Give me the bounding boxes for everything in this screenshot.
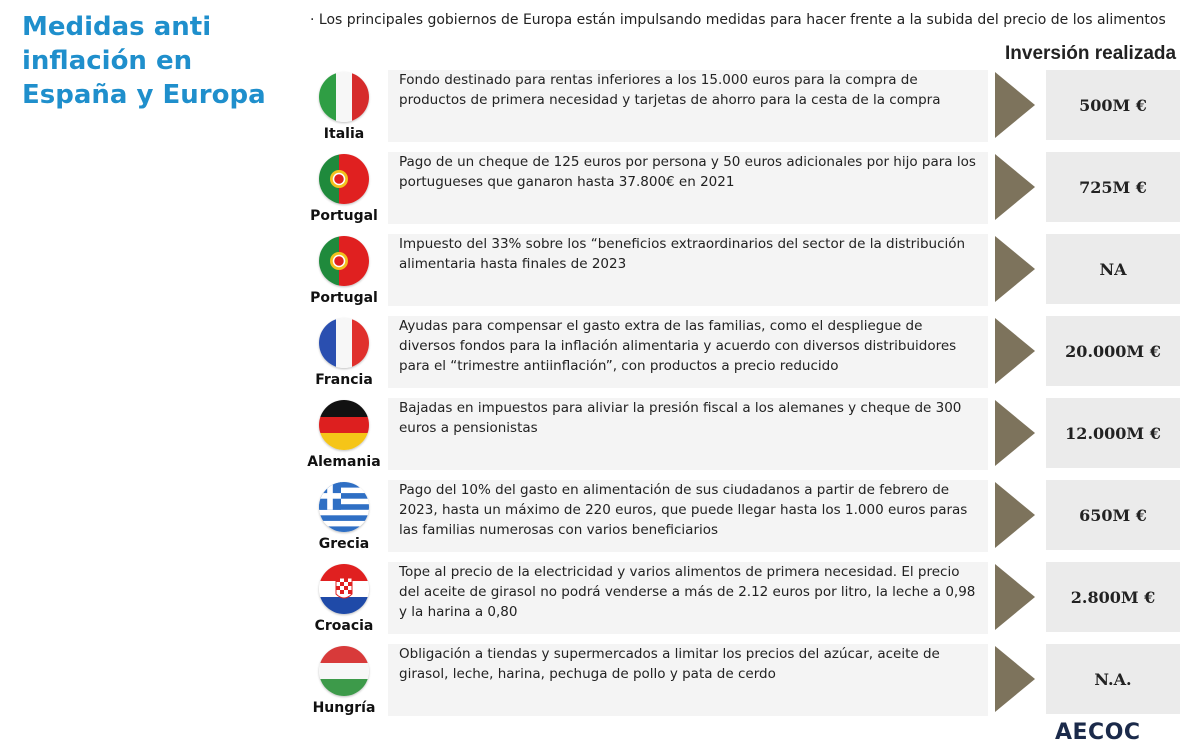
investment-value: NA (1046, 234, 1180, 304)
table-row (300, 70, 1190, 146)
table-row (300, 152, 1190, 228)
investment-value: N.A. (1046, 644, 1180, 714)
italy-flag-icon (319, 72, 369, 122)
arrow-right-icon (995, 72, 1035, 138)
country-cell (300, 398, 388, 474)
measure-description: Tope al precio de la electricidad y varios alimentos de primera necesidad. El precio del aceite de girasol no podrá venderse a más de 2.12 euros por litro, la leche a 0,98 y la harina a 0,80 (388, 562, 988, 634)
country-name: Croacia (314, 618, 374, 634)
arrow-right-icon (995, 236, 1035, 302)
country-name: Francia (315, 372, 373, 388)
measure-description: Ayudas para compensar el gasto extra de las familias, como el despliegue de diversos fondos para la inflación alimentaria y acuerdo con diversos distribuidores para el “trimestre antiinflación”, con productos a precio reducido (388, 316, 988, 388)
arrow-right-icon (995, 400, 1035, 466)
investment-value: 20.000M € (1046, 316, 1180, 386)
country-cell (300, 234, 388, 310)
investment-value: 725M € (1046, 152, 1180, 222)
measure-description: Pago de un cheque de 125 euros por persona y 50 euros adicionales por hijo para los portugueses que ganaron hasta 37.800€ en 2021 (388, 152, 988, 224)
country-name: Grecia (318, 536, 370, 552)
table-row (300, 480, 1190, 556)
table-row (300, 398, 1190, 474)
table-row (300, 234, 1190, 310)
measure-description: Fondo destinado para rentas inferiores a los 15.000 euros para la compra de productos de primera necesidad y tarjetas de ahorro para la cesta de la compra (388, 70, 988, 142)
country-cell (300, 316, 388, 392)
investment-value: 500M € (1046, 70, 1180, 140)
measure-description: Pago del 10% del gasto en alimentación de sus ciudadanos a partir de febrero de 2023, hasta un máximo de 220 euros, que puede llegar hasta los 1.000 euros paras las familias numerosas con varios beneficiarios (388, 480, 988, 552)
country-name: Italia (323, 126, 365, 142)
country-cell (300, 644, 388, 720)
investment-value: 2.800M € (1046, 562, 1180, 632)
portugal-flag-icon (319, 236, 369, 286)
country-cell (300, 70, 388, 146)
page-title: Medidas anti inflación en España y Europa (22, 12, 266, 110)
greece-flag-icon (319, 482, 369, 532)
arrow-right-icon (995, 318, 1035, 384)
germany-flag-icon (319, 400, 369, 450)
arrow-right-icon (995, 482, 1035, 548)
france-flag-icon (319, 318, 369, 368)
measure-description: Bajadas en impuestos para aliviar la presión fiscal a los alemanes y cheque de 300 euros a pensionistas (388, 398, 988, 470)
hungary-flag-icon (319, 646, 369, 696)
measure-description: Obligación a tiendas y supermercados a limitar los precios del azúcar, aceite de girasol, leche, harina, pechuga de pollo y pata de cerdo (388, 644, 988, 716)
investment-value: 650M € (1046, 480, 1180, 550)
country-name: Portugal (310, 290, 378, 306)
intro-text: · Los principales gobiernos de Europa están impulsando medidas para hacer frente a la subida del precio de los alimentos (310, 12, 1166, 28)
arrow-right-icon (995, 646, 1035, 712)
aecoc-logo: AECOC (1055, 720, 1141, 745)
table-row (300, 644, 1190, 720)
measure-description: Impuesto del 33% sobre los “beneficios extraordinarios del sector de la distribución alimentaria hasta finales de 2023 (388, 234, 988, 306)
arrow-right-icon (995, 564, 1035, 630)
country-cell (300, 152, 388, 228)
investment-value: 12.000M € (1046, 398, 1180, 468)
table-row (300, 562, 1190, 638)
portugal-flag-icon (319, 154, 369, 204)
croatia-flag-icon (319, 564, 369, 614)
country-name: Portugal (310, 208, 378, 224)
arrow-right-icon (995, 154, 1035, 220)
investment-column-header: Inversión realizada (1005, 43, 1177, 64)
country-cell (300, 562, 388, 638)
country-cell (300, 480, 388, 556)
country-name: Alemania (307, 454, 381, 470)
country-name: Hungría (312, 700, 376, 716)
table-row (300, 316, 1190, 392)
